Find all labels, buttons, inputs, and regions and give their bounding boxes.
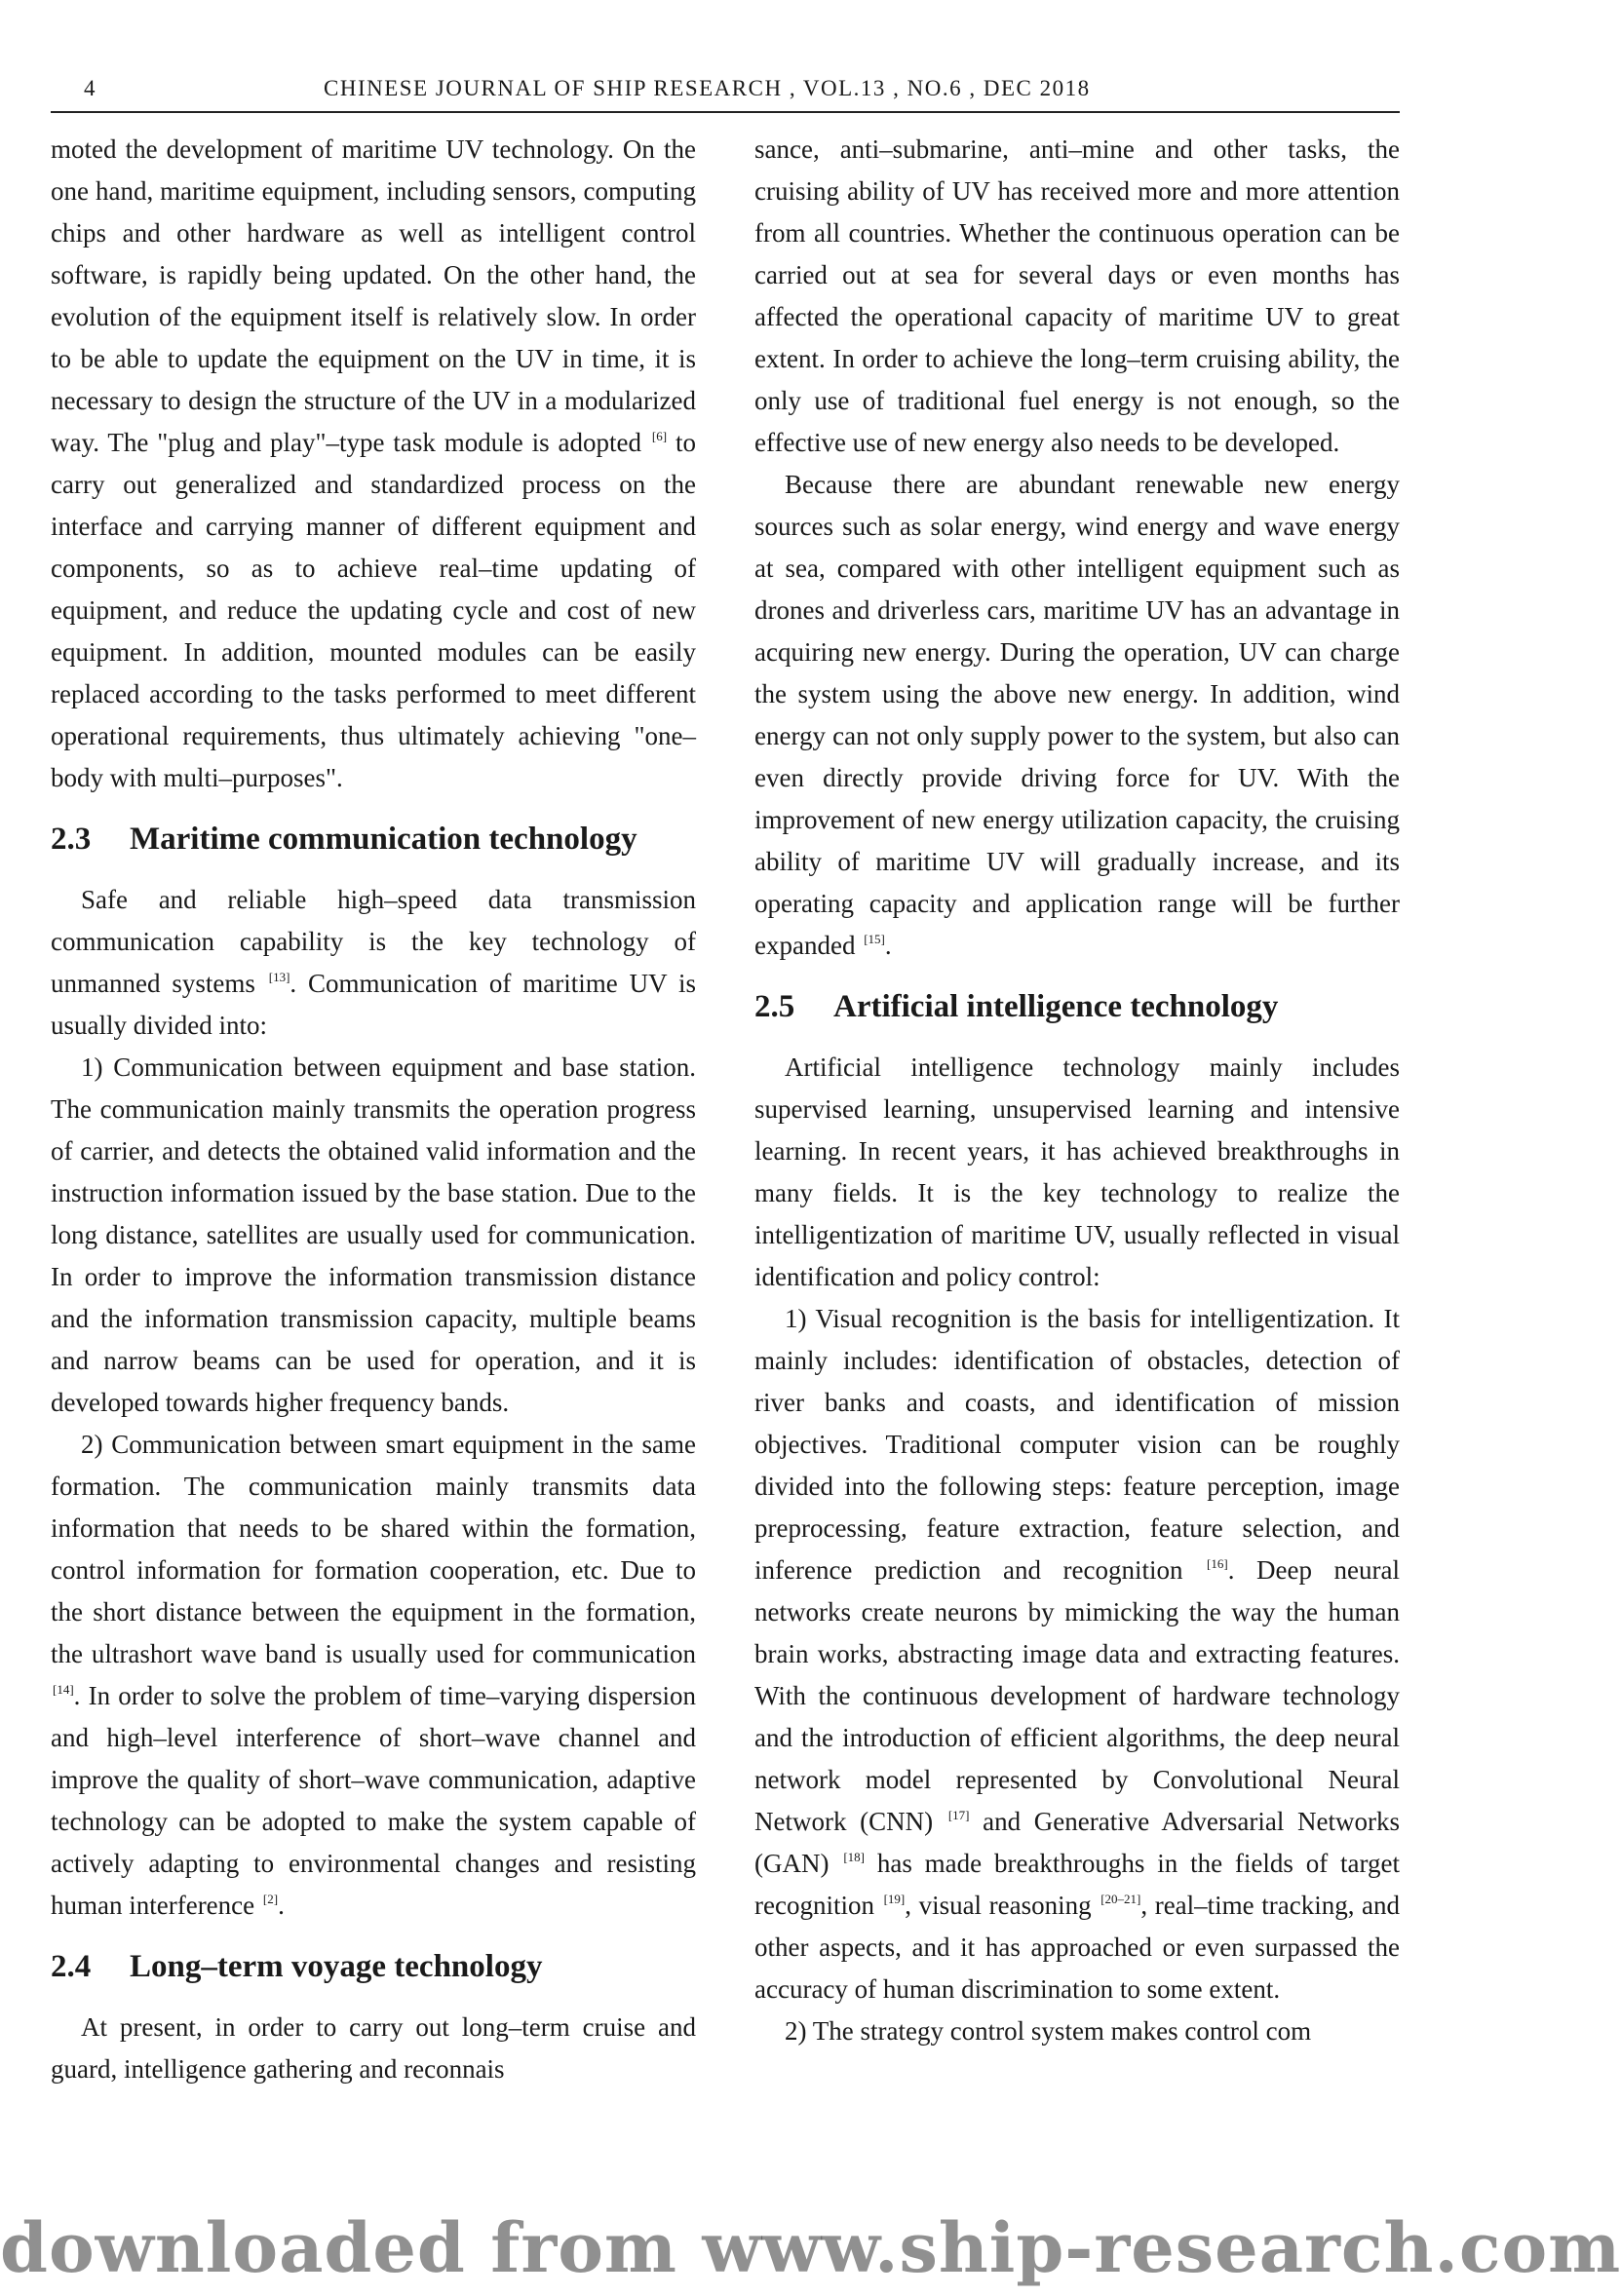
citation[interactable]: [18] — [843, 1850, 865, 1864]
paragraph: 2) Communication between smart equipment in the same formation. The communication mainly transmits data information that needs to be shared within the formation, control information for formation cooperation, etc. Due to the short distance between the equipment in the formation, the ultrashort wave band is usually used for communication [14]. In order to solve the problem of time–varying dispersion and high–level interference of short–wave channel and improve the quality of short–wave communication, adaptive technology can be adopted to make the system capable of actively adapting to environmental changes and resisting human interference [2]. — [51, 1430, 696, 1920]
citation[interactable]: [17] — [947, 1808, 970, 1822]
page-number: 4 — [84, 76, 96, 100]
journal-title: CHINESE JOURNAL OF SHIP RESEARCH , VOL.13 , NO.6 , DEC 2018 — [324, 76, 1091, 100]
citation[interactable]: [2] — [262, 1892, 279, 1906]
paragraph: 1) Visual recognition is the basis for intelligentization. It mainly includes: identification of obstacles, detection of river banks and coasts, and identification of mission objectives. Traditional computer vision can be roughly divided into the following steps: feature perception, image preprocessing, feature extraction, feature selection, and inference prediction and recognition [16]. Deep neural networks create neurons by mimicking the way the human brain works, abstracting image data and extracting features. With the continuous development of hardware technology and the introduction of efficient algorithms, the deep neural network model represented by Convolutional Neural Network (CNN) [17] and Generative Adversarial Networks (GAN) [18] has made breakthroughs in the fields of target recognition [19], visual reasoning [20–21], real–time tracking, and other aspects, and it has approached or even surpassed the accuracy of human discrimination to some extent. — [754, 1304, 1401, 2004]
section-heading-2-4: 2.4 Long–term voyage technology — [51, 1949, 543, 1984]
citation[interactable]: [13] — [268, 970, 290, 984]
citation[interactable]: [20–21] — [1100, 1892, 1141, 1906]
paragraph: moted the development of maritime UV technology. On the one hand, maritime equipment, including sensors, computing chips and other hardware as well as intelligent control software, is rapidly being updated. On the other hand, the evolution of the equipment itself is relatively slow. In order to be able to update the equipment on the UV in time, it is necessary to design the structure of the UV in a modularized way. The "plug and play"–type task module is adopted [6] to carry out generalized and standardized process on the interface and carrying manner of different equipment and components, so as to achieve real–time updating of equipment, and reduce the updating cycle and cost of new equipment. In addition, mounted modules can be easily replaced according to the tasks performed to meet different operational requirements, thus ultimately achieving "one–body with multi–purposes". — [51, 134, 696, 792]
paragraph: 1) Communication between equipment and base station. The communication mainly transmits the operation progress of carrier, and detects the obtained valid information and the instruction information issued by the base station. Due to the long distance, satellites are usually used for communication. In order to improve the information transmission distance and the information transmission capacity, multiple beams and narrow beams can be used for operation, and it is developed towards higher frequency bands. — [51, 1052, 696, 1417]
paragraph: 2) The strategy control system makes control com — [785, 2016, 1312, 2046]
paragraph: sance, anti–submarine, anti–mine and other tasks, the cruising ability of UV has received more and more attention from all countries. Whether the continuous operation can be carried out at sea for several days or even months has affected the operational capacity of maritime UV to great extent. In order to achieve the long–term cruising ability, the only use of traditional fuel energy is not enough, so the effective use of new energy also needs to be developed. — [754, 134, 1400, 457]
paragraph: Artificial intelligence technology mainly includes supervised learning, unsupervised learning and intensive learning. In recent years, it has achieved breakthroughs in many fields. It is the key technology to realize the intelligentization of maritime UV, usually reflected in visual identification and policy control: — [754, 1052, 1400, 1291]
running-header — [51, 76, 1400, 113]
download-watermark: downloaded from www.ship-research.com — [0, 2207, 1621, 2288]
section-heading-2-5: 2.5 Artificial intelligence technology — [754, 989, 1279, 1024]
paragraph: At present, in order to carry out long–term cruise and guard, intelligence gathering and reconnais — [51, 2012, 696, 2084]
section-heading-2-3: 2.3 Maritime communication technology — [51, 822, 637, 857]
paragraph: Safe and reliable high–speed data transmission communication capability is the key technology of unmanned systems [13]. Communication of maritime UV is usually divided into: — [51, 885, 696, 1040]
left-column — [51, 129, 696, 2090]
paragraph: Because there are abundant renewable new energy sources such as solar energy, wind energy and wave energy at sea, compared with other intelligent equipment such as drones and driverless cars, maritime UV has an advantage in acquiring new energy. During the operation, UV can charge the system using the above new energy. In addition, wind energy can not only supply power to the system, but also can even directly provide driving force for UV. With the improvement of new energy utilization capacity, the cruising ability of maritime UV will gradually increase, and its operating capacity and application range will be further expanded [15]. — [754, 470, 1400, 960]
citation[interactable]: [16] — [1207, 1556, 1228, 1571]
citation[interactable]: [6] — [651, 429, 668, 443]
citation[interactable]: [14] — [53, 1682, 74, 1697]
citation[interactable]: [15] — [864, 932, 885, 946]
citation[interactable]: [19] — [883, 1892, 906, 1906]
right-column — [754, 129, 1400, 2052]
